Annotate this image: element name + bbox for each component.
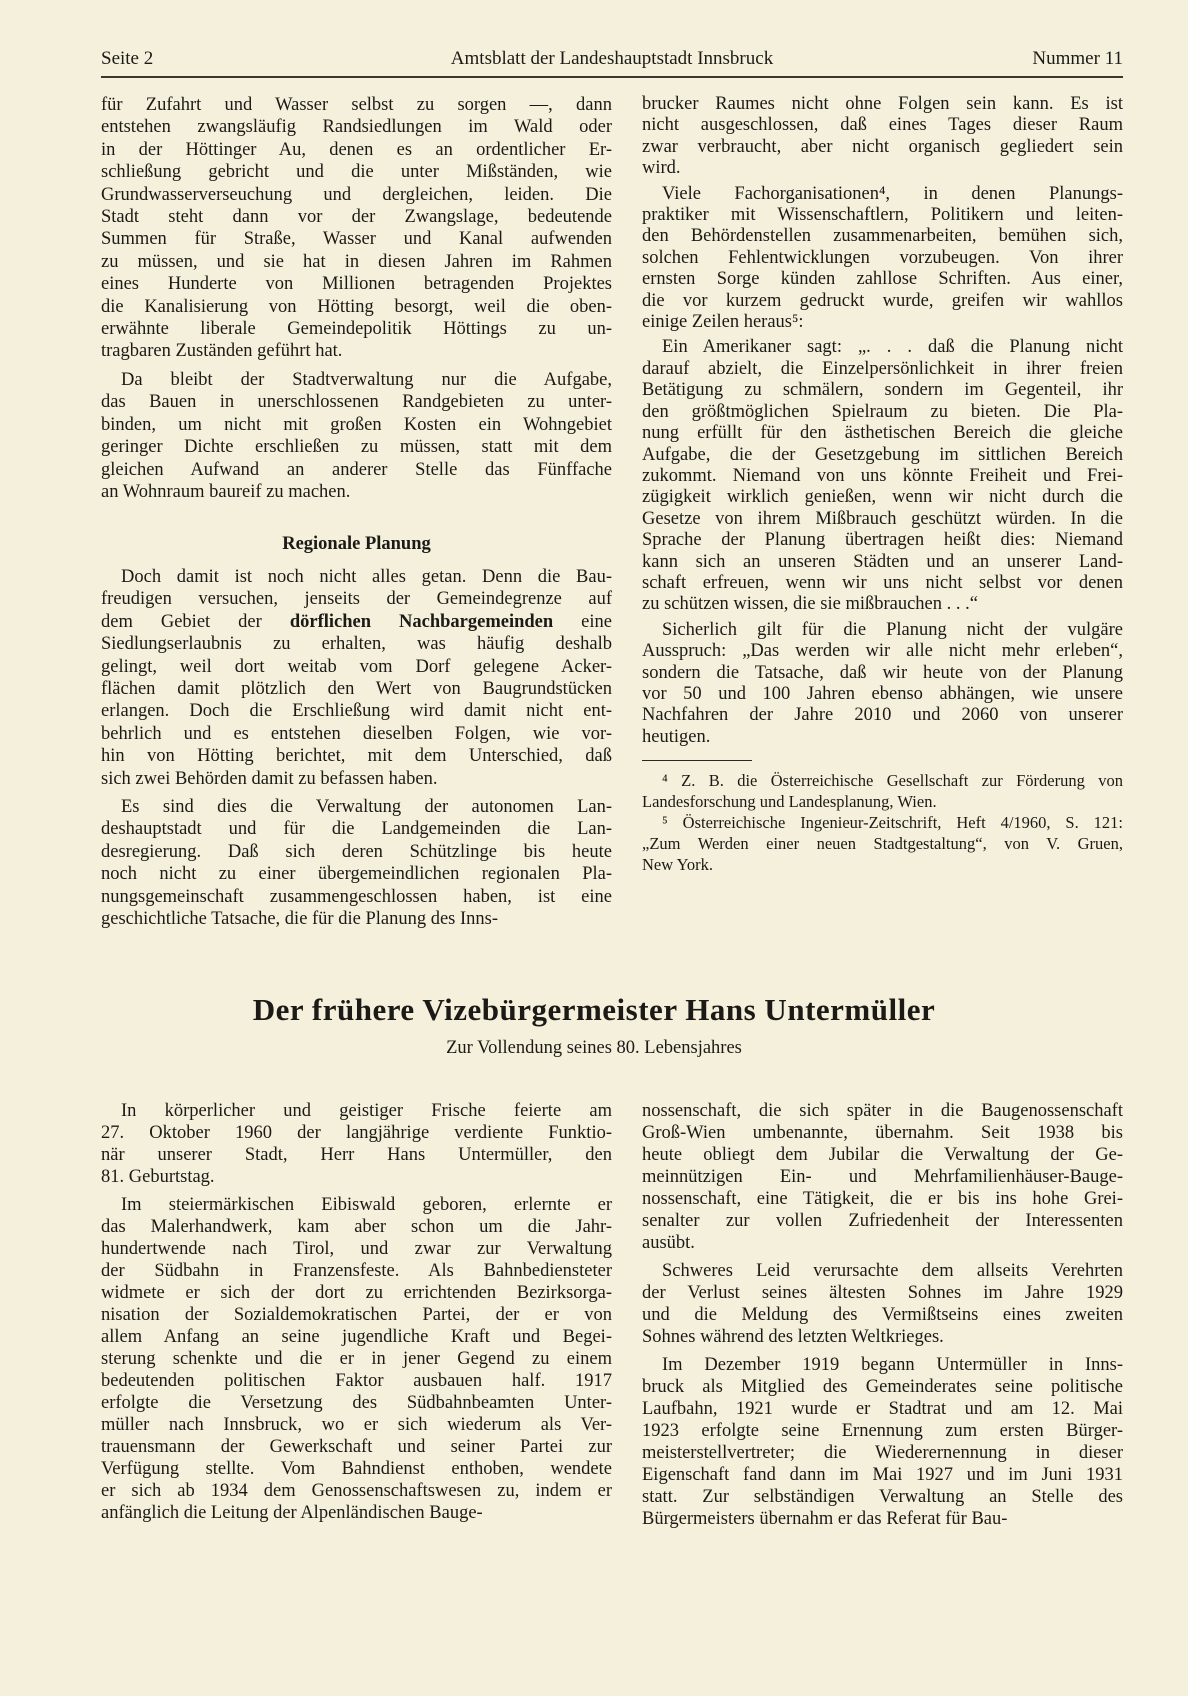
text-line: der Verlust seines ältesten Sohnes im Jahre 1929 <box>642 1283 1123 1303</box>
paragraph <box>642 1260 1123 1348</box>
text-line: meisterstellvertreter; die Wiederernennung in dieser <box>642 1443 1123 1463</box>
paragraph <box>642 1354 1123 1530</box>
text-line: hin von Hötting berichtet, mit dem Unterschied, daß <box>101 746 612 767</box>
text-line: Es sind dies die Verwaltung der autonomen Lan- <box>121 797 612 818</box>
text-line: für Zufahrt und Wasser selbst zu sorgen —, dann <box>101 95 612 115</box>
text-line: Sohnes während des letzten Weltkrieges. <box>642 1327 944 1347</box>
text-line: behrlich und es entstehen dieselben Folgen, wie vor- <box>101 723 612 744</box>
issue-number: Nummer 11 <box>1032 48 1123 69</box>
paragraph <box>642 812 1123 875</box>
publication-title: Amtsblatt der Landeshauptstadt Innsbruck <box>450 48 774 69</box>
header-rule <box>101 76 1123 78</box>
text-line: nisation der Sozialdemokratischen Partei, der er von <box>101 1305 612 1325</box>
text-line: schaft erfreuen, wenn wir uns nicht selbst vor denen <box>642 572 1123 593</box>
text-line: Grundwasserverseuchung und dergleichen, leiden. Die <box>101 184 612 205</box>
text-line: Groß-Wien umbenannte, übernahm. Seit 1938 bis <box>642 1123 1123 1143</box>
text-line: Bürgermeisters übernahm er das Referat für Bau- <box>642 1509 1008 1529</box>
text-line: vor 50 und 100 Jahren ebenso abhängen, wie unsere <box>642 683 1123 704</box>
article2-column-left <box>101 1100 612 1530</box>
paragraph <box>642 337 1123 615</box>
section-heading: Regionale Planung <box>282 534 431 554</box>
text-segment: eine <box>553 611 612 632</box>
text-line: Sprache der Planung übertragen heißt dies: Niemand <box>642 530 1123 551</box>
text-line: Stadt steht dann vor der Zwangslage, bedeutende <box>101 207 612 228</box>
text-line: Ein Amerikaner sagt: „. . . daß die Planung nicht <box>662 337 1123 358</box>
text-line: zukommt. Niemand von uns könnte Freiheit und Frei- <box>642 465 1123 486</box>
text-line: Ausspruch: „Das werden wir alle nicht mehr erleben“, <box>642 641 1123 662</box>
text-line: der Südbahn in Franzensfeste. Als Bahnbediensteter <box>101 1261 612 1281</box>
text-line: bedeutenden politischen Faktor ausbauen half. 1917 <box>101 1371 612 1391</box>
text-line: Verfügung stellte. Vom Bahndienst enthoben, wendete <box>101 1459 612 1479</box>
text-line: ausübt. <box>642 1233 695 1253</box>
text-line: New York. <box>642 855 714 874</box>
text-line: in der Höttinger Au, denen es an ordentlicher Er- <box>101 139 612 160</box>
text-line: entstehen zwangsläufig Randsiedlungen im Wald oder <box>101 117 612 138</box>
text-line: gleichen Aufwand an anderer Stelle das Fünffache <box>101 459 612 480</box>
text-line: brucker Raumes nicht ohne Folgen sein kann. Es ist <box>642 94 1123 114</box>
text-line: freudigen versuchen, jenseits der Gemeindegrenze auf <box>101 589 612 610</box>
article-title: Der frühere Vizebürgermeister Hans Untermüller <box>252 992 936 1027</box>
paragraph <box>101 1100 612 1188</box>
text-line: när unserer Stadt, Herr Hans Untermüller, den <box>101 1145 612 1165</box>
paragraph <box>101 1194 612 1524</box>
page-header <box>101 48 1123 74</box>
text-line: sterung schenkte und die er in jener Gegend zu einem <box>101 1349 612 1369</box>
text-line: meinnützigen Ein- und Mehrfamilienhäuser-Bauge- <box>642 1167 1123 1187</box>
text-line: und die Meldung des Vermißtseins eines zweiten <box>642 1305 1123 1325</box>
text-line: zwar verbraucht, aber nicht organisch gegliedert sein <box>642 136 1123 157</box>
article1-column-left-continued <box>101 566 612 937</box>
footnotes <box>642 770 1123 875</box>
text-line: widmete er sich der dort zu errichtenden Bezirksorga- <box>101 1283 612 1303</box>
text-line: erfolgte die Versetzung des Südbahnbeamten Unter- <box>101 1393 612 1413</box>
text-line: Siedlungserlaubnis zu erhalten, was häufig deshalb <box>101 634 612 655</box>
text-line: nung erfüllt für den ästhetischen Bereich die gleiche <box>642 423 1123 444</box>
paragraph <box>642 1100 1123 1254</box>
text-line: Betätigung zu schmälern, sondern im Gegenteil, ihr <box>642 380 1123 401</box>
article2-column-right <box>642 1100 1123 1536</box>
text-line: geschichtliche Tatsache, die für die Planung des Inns- <box>101 909 499 930</box>
text-line: Gesetze von ihrem Mißbrauch geschützt würden. In die <box>642 508 1123 529</box>
text-line: nossenschaft, eine Tätigkeit, die er bis ins hohe Grei- <box>642 1189 1123 1209</box>
text-line: die vor kurzem gedruckt wurde, greifen wir wahllos <box>642 290 1123 311</box>
article1-column-right <box>642 94 1123 752</box>
text-line: Laufbahn, 1921 wurde er Stadtrat und am 12. Mai <box>642 1399 1123 1419</box>
text-line: statt. Zur selbständigen Verwaltung an Stelle des <box>642 1487 1123 1507</box>
paragraph <box>101 369 612 503</box>
text-line: 1923 erfolgte seine Ernennung zum ersten Bürger- <box>642 1421 1123 1441</box>
text-line: Eigenschaft fand dann im Mai 1927 und im Juni 1931 <box>642 1465 1123 1485</box>
text-line: senalter zur vollen Zufriedenheit der Interessenten <box>642 1211 1123 1231</box>
text-line: zu schützen wissen, die sie mißbrauchen . . .“ <box>642 594 978 615</box>
text-line: ernsten Sorge künden zahllose Schriften. Aus einer, <box>642 269 1123 290</box>
text-line: müller nach Innsbruck, wo er sich wiederum als Ver- <box>101 1415 612 1435</box>
paragraph <box>642 184 1123 334</box>
text-line: Da bleibt der Stadtverwaltung nur die Aufgabe, <box>121 369 612 390</box>
text-line: heute obliegt dem Jubilar die Verwaltung der Ge- <box>642 1145 1123 1165</box>
text-line: erwähnte liberale Gemeindepolitik Höttings zu un- <box>101 319 612 340</box>
text-line: ⁴ Z. B. die Österreichische Gesellschaft zur Förderung von <box>662 771 1123 790</box>
paragraph <box>642 94 1123 180</box>
text-line: Im Dezember 1919 begann Untermüller in Inns- <box>662 1355 1123 1375</box>
text-line: eines Hunderte von Millionen betragenden Projektes <box>101 274 612 295</box>
text-line: darauf abzielt, die Einzelpersönlichkeit in ihrer freien <box>642 358 1123 379</box>
text-line: die Kanalisierung von Hötting besorgt, weil die oben- <box>101 296 612 317</box>
text-line: geringer Dichte erschließen zu müssen, statt mit dem <box>101 437 612 458</box>
text-line: gelingt, weil dort weitab vom Dorf gelegene Acker- <box>101 656 612 677</box>
text-line: nicht ausgeschlossen, daß eines Tages dieser Raum <box>642 115 1123 136</box>
text-line: Viele Fachorganisationen⁴, in denen Planungs- <box>662 183 1123 204</box>
bold-text: dörflichen Nachbargemeinden <box>289 611 554 632</box>
text-line: zügigkeit wirklich genießen, wenn wir nicht durch die <box>642 487 1123 508</box>
article1-column-left <box>101 94 612 509</box>
paragraph <box>101 566 612 790</box>
text-line: den größtmöglichen Spielraum zu bieten. Die Pla- <box>642 401 1123 422</box>
text-line: allem Anfang an seine jugendliche Kraft und Begei- <box>101 1327 612 1347</box>
text-line: trauensmann der Gewerkschaft und seiner Partei zur <box>101 1437 612 1457</box>
text-line: das Bauen in unerschlossenen Randgebieten zu unter- <box>101 392 612 413</box>
text-line: Landesforschung und Landesplanung, Wien. <box>642 792 937 811</box>
text-line <box>101 611 612 633</box>
text-line: tragbaren Zuständen geführt hat. <box>101 341 343 362</box>
text-line: er sich ab 1934 dem Genossenschaftswesen zu, indem er <box>101 1481 612 1501</box>
text-line: an Wohnraum baureif zu machen. <box>101 481 351 502</box>
text-line: nossenschaft, die sich später in die Baugenossenschaft <box>642 1101 1123 1121</box>
text-line: desregierung. Daß sich deren Schützlinge bis heute <box>101 841 612 862</box>
text-segment: dem Gebiet der <box>101 611 290 632</box>
text-line: schließung gebricht und die unter Mißständen, wie <box>101 162 612 183</box>
text-line: Aufgabe, die der Gesetzgebung im sittlichen Bereich <box>642 444 1123 465</box>
text-line: einige Zeilen heraus⁵: <box>642 312 804 333</box>
text-line: hundertwende nach Tirol, und zwar zur Verwaltung <box>101 1239 612 1259</box>
text-line: den Behördenstellen zusammenarbeiten, bemühen sich, <box>642 226 1123 247</box>
paragraph <box>642 620 1123 748</box>
text-line: Sicherlich gilt für die Planung nicht der vulgäre <box>662 619 1123 640</box>
text-line: „Zum Werden einer neuen Stadtgestaltung“, von V. Gruen, <box>642 834 1123 853</box>
page-number: Seite 2 <box>101 48 154 69</box>
paragraph <box>642 770 1123 812</box>
paragraph <box>101 796 612 930</box>
text-line: binden, um nicht mit großen Kosten ein Wohngebiet <box>101 414 612 435</box>
text-line: sondern die Tatsache, daß wir heute von der Planung <box>642 662 1123 683</box>
text-line: sich zwei Behörden damit zu befassen haben. <box>101 768 438 789</box>
text-line: bruck als Mitglied des Gemeinderates seine politische <box>642 1377 1123 1397</box>
text-line: nungsgemeinschaft zusammengeschlossen haben, ist eine <box>101 886 612 907</box>
text-line: Im steiermärkischen Eibiswald geboren, erlernte er <box>121 1195 612 1215</box>
text-line: noch nicht zu einer übergemeindlichen regionalen Pla- <box>101 864 612 885</box>
text-line: praktiker mit Wissenschaftlern, Politikern und leiten- <box>642 205 1123 226</box>
text-line: 27. Oktober 1960 der langjährige verdiente Funktio- <box>101 1123 612 1143</box>
text-line: 81. Geburtstag. <box>101 1167 215 1187</box>
text-line: kann sich an unseren Städten und an unserer Land- <box>642 551 1123 572</box>
text-line: In körperlicher und geistiger Frische feierte am <box>121 1101 612 1121</box>
text-line: erlangen. Doch die Erschließung wird damit nicht ent- <box>101 701 612 722</box>
text-line: solchen Fehlentwicklungen vorzubeugen. Von ihrer <box>642 247 1123 268</box>
text-line: Nachfahren der Jahre 2010 und 2060 von unserer <box>642 705 1123 726</box>
text-line: deshauptstadt und für die Landgemeinden die Lan- <box>101 819 612 840</box>
article-subtitle: Zur Vollendung seines 80. Lebensjahres <box>446 1038 742 1058</box>
paragraph <box>101 94 612 363</box>
text-line: wird. <box>642 158 681 179</box>
text-line: zu müssen, und sie hat in diesen Jahren im Rahmen <box>101 251 612 272</box>
text-line: ⁵ Österreichische Ingenieur-Zeitschrift, Heft 4/1960, S. 121: <box>662 813 1123 832</box>
text-line: flächen damit plötzlich den Wert von Baugrundstücken <box>101 679 612 700</box>
footnote-rule <box>642 760 752 761</box>
text-line: anfänglich die Leitung der Alpenländischen Bauge- <box>101 1503 483 1523</box>
text-line: Schweres Leid verursachte dem allseits Verehrten <box>662 1261 1123 1281</box>
text-line: heutigen. <box>642 726 711 747</box>
text-line: Summen für Straße, Wasser und Kanal aufwenden <box>101 229 612 250</box>
text-line: das Malerhandwerk, kam aber schon um die Jahr- <box>101 1217 612 1237</box>
text-line: Doch damit ist noch nicht alles getan. Denn die Bau- <box>121 567 612 587</box>
